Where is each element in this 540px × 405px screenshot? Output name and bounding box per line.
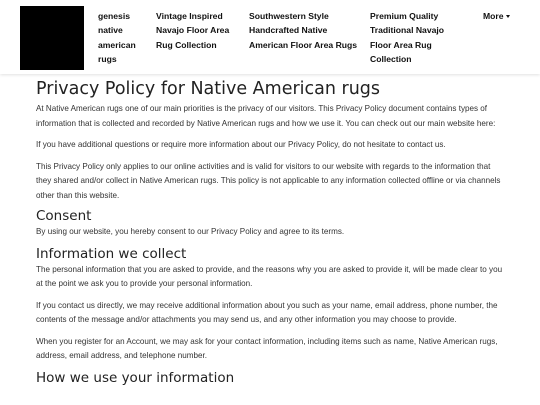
main-content (36, 76, 506, 387)
nav-item-genesis[interactable]: genesis native american rugs (98, 11, 136, 64)
nav-item-vintage-navajo[interactable]: Vintage Inspired Navajo Floor Area Rug Collection (156, 11, 230, 50)
intro-paragraph-3: This Privacy Policy only applies to our online activities and is valid for visitors to our website with regards to the information that they shared and/or collect in Native American rugs. This policy is not applicable to any information collected offline or via channels other than this website. (36, 161, 501, 200)
info-paragraph-3: When you register for an Account, we may ask for your contact information, including items such as name, Native American rugs, address, email address, and telephone number. (36, 336, 498, 360)
info-collect-heading: Information we collect (36, 245, 187, 262)
how-use-heading: How we use your information (36, 369, 235, 386)
page-title: Privacy Policy for Native American rugs (36, 79, 381, 99)
info-paragraph-2: If you contact us directly, we may receive additional information about you such as your name, email address, phone number, the contents of the message and/or attachments you may send us, and any other information you may choose to provide. (36, 300, 498, 324)
site-logo[interactable] (20, 6, 84, 70)
info-paragraph-1: The personal information that you are asked to provide, and the reasons why you are asked to provide it, will be made clear to you at the point we ask you to provide your personal information. (36, 264, 503, 288)
consent-heading: Consent (36, 208, 92, 224)
consent-paragraph: By using our website, you hereby consent to our Privacy Policy and agree to its terms. (36, 227, 345, 236)
site-header (0, 0, 540, 74)
nav-item-premium-navajo[interactable]: Premium Quality Traditional Navajo Floor Area Rug Collection (370, 11, 445, 64)
caret-down-icon (506, 15, 510, 18)
intro-paragraph-1: At Native American rugs one of our main priorities is the privacy of our visitors. This Privacy Policy document contains types of information that is collected and recorded by Native American rugs and how we use it. You can check out our main website here: (36, 104, 496, 128)
intro-paragraph-2: If you have additional questions or require more information about our Privacy Policy, do not hesitate to contact us. (36, 140, 446, 149)
nav-item-southwestern[interactable]: Southwestern Style Handcrafted Native American Floor Area Rugs (249, 11, 358, 50)
more-label: More (483, 11, 504, 21)
nav-more-dropdown[interactable] (483, 9, 523, 23)
